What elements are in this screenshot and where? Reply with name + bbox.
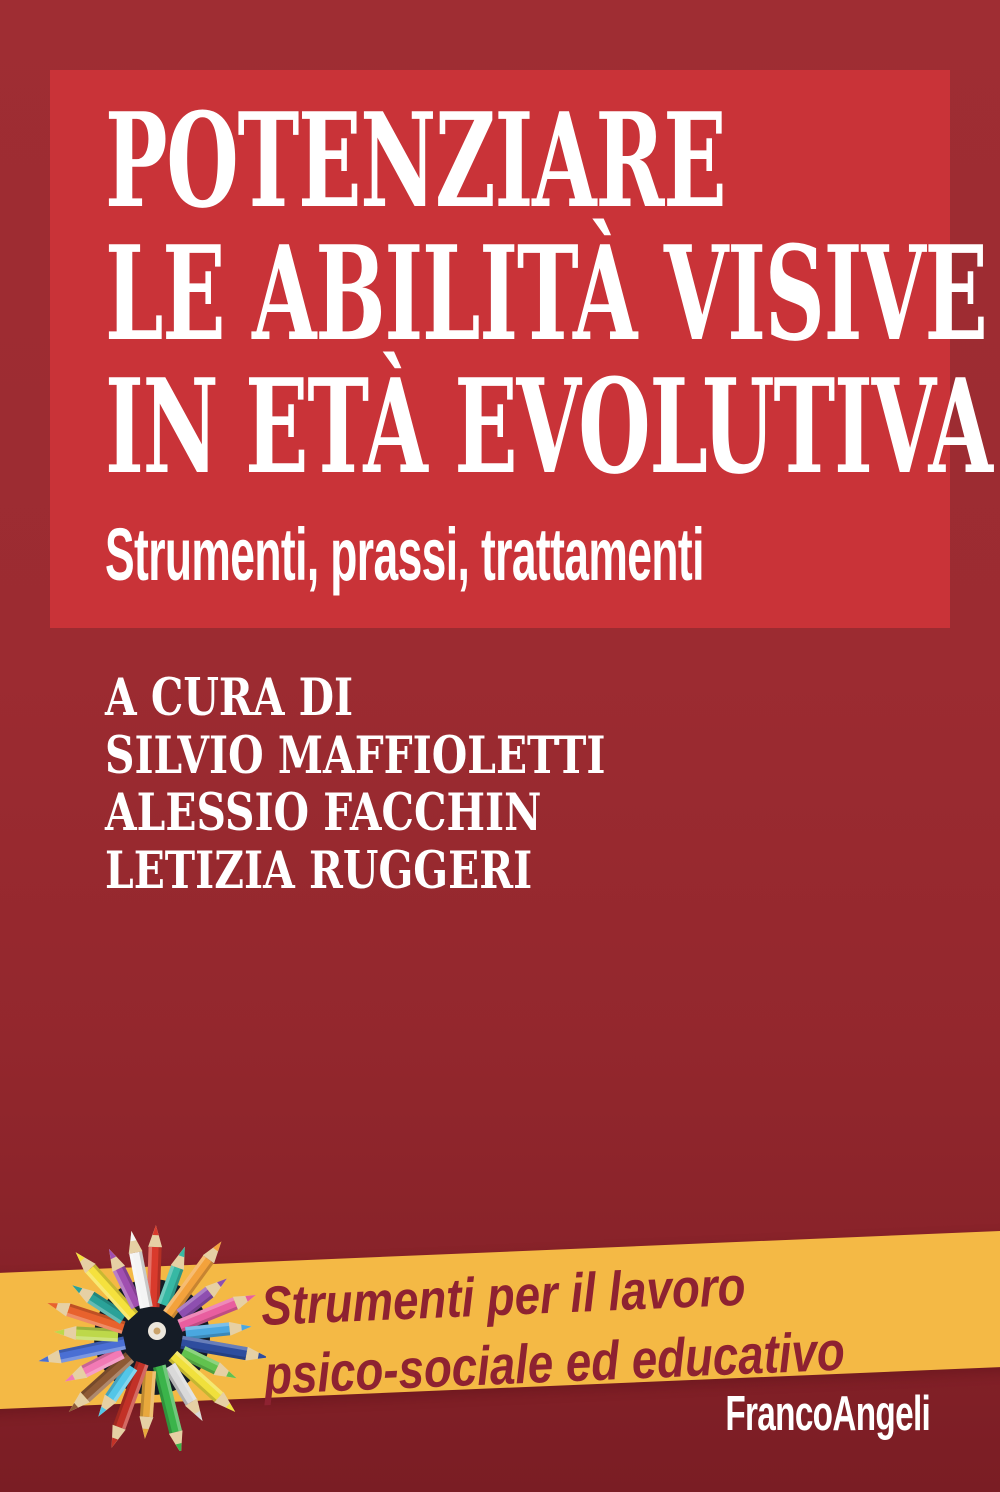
- title-panel: [50, 70, 992, 628]
- title-line-1: POTENZIARE: [105, 84, 726, 237]
- colored-pencils-icon: [38, 1223, 266, 1451]
- book-subtitle: Strumenti, prassi, trattamenti: [105, 513, 704, 596]
- series-banner-line-2: psico-sociale ed educativo: [262, 1319, 846, 1406]
- editor-name-3: LETIZIA RUGGERI: [105, 840, 533, 901]
- editor-name-1: SILVIO MAFFIOLETTI: [105, 725, 606, 786]
- book-title: [105, 84, 992, 503]
- publisher-logo: FrancoAngeli: [725, 1387, 930, 1441]
- title-line-3: IN ETÀ EVOLUTIVA: [105, 350, 992, 503]
- title-line-2: LE ABILITÀ VISIVE: [105, 217, 987, 370]
- edited-by-label: A CURA DI: [105, 668, 354, 728]
- series-banner-line-1: Strumenti per il lavoro: [259, 1254, 747, 1337]
- editor-name-2: ALESSIO FACCHIN: [105, 783, 542, 843]
- editors-block: [105, 670, 605, 900]
